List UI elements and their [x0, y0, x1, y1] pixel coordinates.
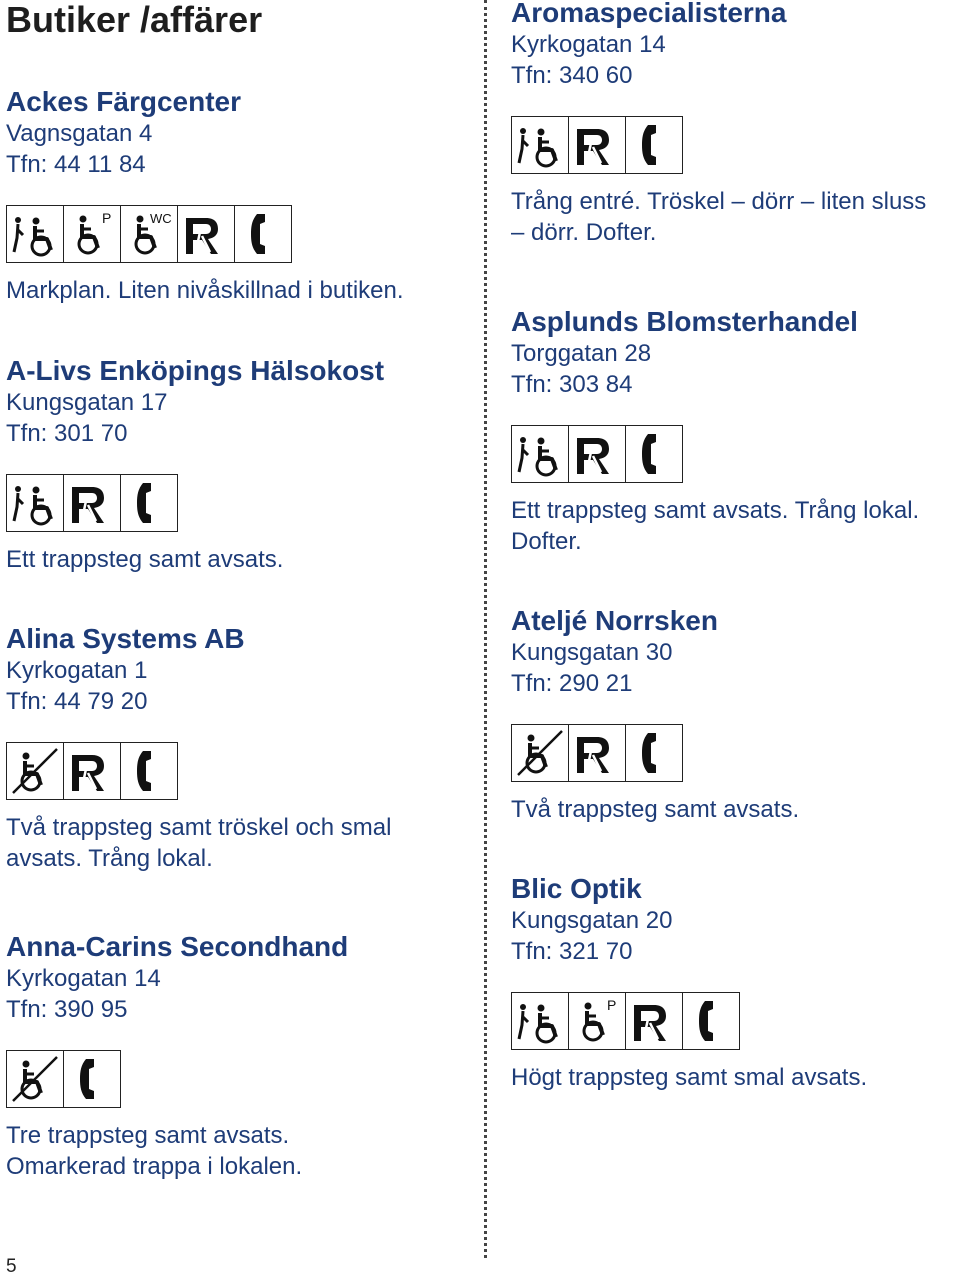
telephone-icon [120, 474, 178, 532]
shop-note-line: – dörr. Dofter. [511, 219, 657, 246]
visually-impaired-icon [63, 474, 121, 532]
shop-notes [6, 812, 391, 874]
accessibility-icons [6, 742, 391, 800]
no-wheelchair-icon [511, 724, 569, 782]
shop-address: Vagnsgatan 4 [6, 120, 153, 147]
shop-name: A-Livs Enköpings Hälsokost [6, 355, 385, 386]
accessibility-icons [6, 1050, 348, 1108]
shop-note-line: Högt trappsteg samt smal avsats. [511, 1064, 868, 1091]
shop-entry-0 [6, 86, 404, 306]
shop-note-line: Ett trappsteg samt avsats. [6, 546, 284, 573]
shop-entry-7 [511, 873, 867, 1093]
shop-address: Kungsgatan 20 [511, 907, 673, 934]
shop-notes [511, 1062, 867, 1093]
wheelchair-parking-icon [568, 992, 626, 1050]
shop-phone: Tfn: 390 95 [6, 996, 128, 1023]
telephone-icon [682, 992, 740, 1050]
shop-note-line: avsats. Trång lokal. [6, 845, 213, 872]
walker-wheelchair-icon [6, 474, 64, 532]
page-number: 5 [6, 1256, 17, 1277]
walker-wheelchair-icon [6, 205, 64, 263]
shop-name: Ateljé Norrsken [511, 605, 718, 636]
visually-impaired-icon [568, 116, 626, 174]
visually-impaired-icon [63, 742, 121, 800]
shop-note-line: Två trappsteg samt tröskel och smal [6, 814, 392, 841]
shop-phone: Tfn: 44 79 20 [6, 688, 148, 715]
telephone-icon [234, 205, 292, 263]
shop-phone: Tfn: 303 84 [511, 371, 633, 398]
no-wheelchair-icon [6, 1050, 64, 1108]
shop-notes [6, 275, 404, 306]
visually-impaired-icon [568, 425, 626, 483]
shop-notes [6, 1120, 348, 1182]
shop-note-line: Ett trappsteg samt avsats. Trång lokal. [511, 497, 920, 524]
shop-phone: Tfn: 340 60 [511, 62, 633, 89]
shop-address: Torggatan 28 [511, 340, 652, 367]
telephone-icon [625, 724, 683, 782]
shop-note-line: Tre trappsteg samt avsats. [6, 1122, 290, 1149]
shop-entry-4 [511, 0, 926, 248]
walker-wheelchair-icon [511, 116, 569, 174]
wheelchair-parking-icon [63, 205, 121, 263]
column-divider [484, 0, 487, 1258]
shop-note-line: Markplan. Liten nivåskillnad i butiken. [6, 277, 404, 304]
accessibility-icons [511, 992, 867, 1050]
shop-notes [6, 544, 384, 575]
shop-address: Kyrkogatan 1 [6, 657, 148, 684]
telephone-icon [625, 425, 683, 483]
shop-note-line: Dofter. [511, 528, 582, 555]
accessibility-icons [511, 724, 799, 782]
svg-text:P: P [607, 997, 617, 1013]
shop-name: Aromaspecialisterna [511, 0, 787, 28]
no-wheelchair-icon [6, 742, 64, 800]
shop-notes [511, 495, 919, 557]
shop-name: Alina Systems AB [6, 623, 245, 654]
shop-name: Ackes Färgcenter [6, 86, 242, 117]
visually-impaired-icon [177, 205, 235, 263]
shop-name: Anna-Carins Secondhand [6, 931, 349, 962]
shop-address: Kyrkogatan 14 [6, 965, 161, 992]
shop-notes [511, 794, 799, 825]
shop-entry-5 [511, 306, 919, 557]
shop-address: Kungsgatan 17 [6, 389, 168, 416]
shop-phone: Tfn: 44 11 84 [6, 151, 146, 178]
telephone-icon [120, 742, 178, 800]
telephone-icon [625, 116, 683, 174]
shop-name: Blic Optik [511, 873, 642, 904]
shop-entry-1 [6, 355, 384, 575]
telephone-icon [63, 1050, 121, 1108]
accessibility-icons [6, 205, 404, 263]
walker-wheelchair-icon [511, 425, 569, 483]
walker-wheelchair-icon [511, 992, 569, 1050]
accessibility-icons [511, 425, 919, 483]
shop-note-line: Trång entré. Tröskel – dörr – liten sluss [511, 188, 927, 215]
visually-impaired-icon [568, 724, 626, 782]
shop-entry-2 [6, 623, 391, 874]
shop-note-line: Två trappsteg samt avsats. [511, 796, 800, 823]
shop-address: Kungsgatan 30 [511, 639, 673, 666]
shop-address: Kyrkogatan 14 [511, 31, 666, 58]
shop-phone: Tfn: 321 70 [511, 938, 633, 965]
shop-entry-6 [511, 605, 799, 825]
shop-phone: Tfn: 290 21 [511, 670, 633, 697]
shop-phone: Tfn: 301 70 [6, 420, 128, 447]
visually-impaired-icon [625, 992, 683, 1050]
shop-entry-3 [6, 931, 348, 1182]
wheelchair-wc-icon [120, 205, 178, 263]
shop-name: Asplunds Blomsterhandel [511, 306, 858, 337]
shop-notes [511, 186, 926, 248]
accessibility-icons [511, 116, 926, 174]
shop-note-line: Omarkerad trappa i lokalen. [6, 1153, 303, 1180]
page-title: Butiker /affärer [6, 0, 263, 40]
accessibility-icons [6, 474, 384, 532]
svg-text:P: P [102, 210, 112, 226]
svg-text:WC: WC [150, 211, 172, 226]
